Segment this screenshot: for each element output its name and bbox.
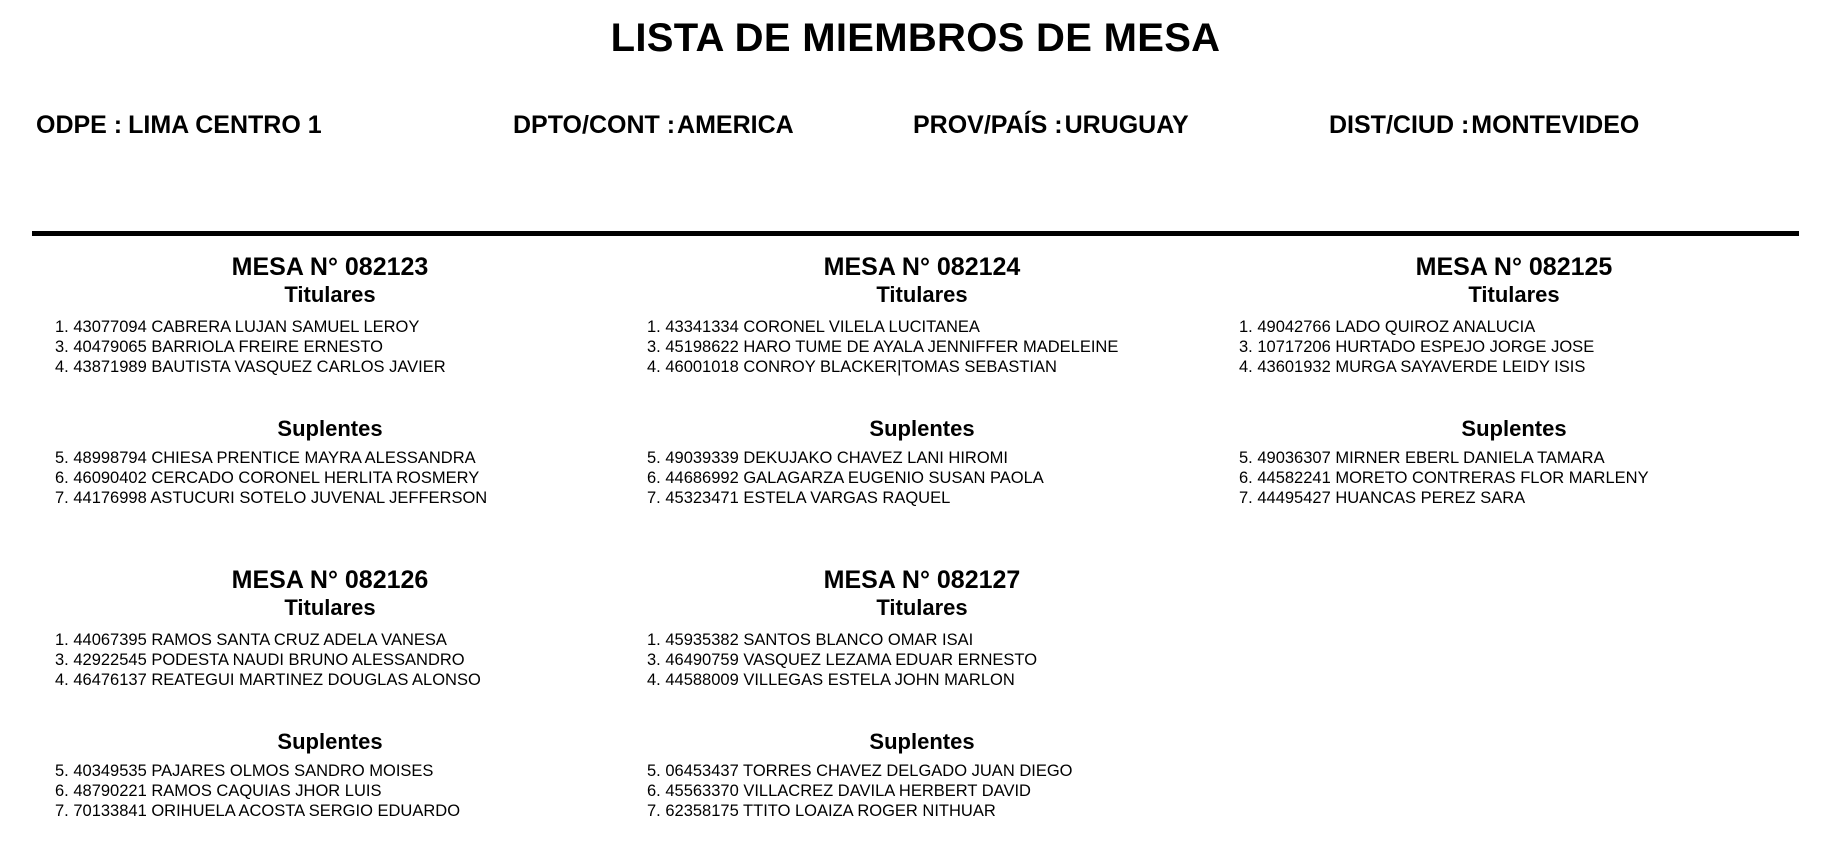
suplentes-list <box>647 448 1044 508</box>
dpto-value: AMERICA <box>677 111 794 139</box>
odpe-label: ODPE : <box>36 111 123 139</box>
horizontal-divider <box>32 231 1799 236</box>
dpto-label: DPTO/CONT : <box>513 111 676 139</box>
header-prov <box>913 110 1189 140</box>
list-item: 4. 46476137 REATEGUI MARTINEZ DOUGLAS ALONSO <box>55 671 481 689</box>
list-item: 5. 49036307 MIRNER EBERL DANIELA TAMARA <box>1239 449 1605 467</box>
titulares-list <box>647 317 1118 377</box>
titulares-list <box>55 630 481 690</box>
mesa-title: MESA N° 082123 <box>231 253 429 281</box>
suplentes-heading: Suplentes <box>277 416 383 441</box>
list-item: 6. 46090402 CERCADO CORONEL HERLITA ROSMERY <box>55 469 480 487</box>
titulares-heading: Titulares <box>876 282 968 307</box>
prov-value: URUGUAY <box>1064 111 1189 139</box>
titulares-heading: Titulares <box>284 595 376 620</box>
titulares-list <box>55 317 446 377</box>
list-item: 7. 62358175 TTITO LOAIZA ROGER NITHUAR <box>647 802 996 820</box>
suplentes-heading: Suplentes <box>869 416 975 441</box>
dist-value: MONTEVIDEO <box>1471 111 1640 139</box>
list-item: 3. 46490759 VASQUEZ LEZAMA EDUAR ERNESTO <box>647 651 1038 669</box>
list-item: 3. 45198622 HARO TUME DE AYALA JENNIFFER MADELEINE <box>647 338 1119 356</box>
odpe-value: LIMA CENTRO 1 <box>128 111 322 139</box>
suplentes-list <box>647 761 1073 821</box>
list-item: 5. 49039339 DEKUJAKO CHAVEZ LANI HIROMI <box>647 449 1008 467</box>
suplentes-list <box>55 761 460 821</box>
list-item: 1. 44067395 RAMOS SANTA CRUZ ADELA VANESA <box>55 631 447 649</box>
list-item: 6. 45563370 VILLACREZ DAVILA HERBERT DAVID <box>647 782 1031 800</box>
list-item: 3. 10717206 HURTADO ESPEJO JORGE JOSE <box>1239 338 1595 356</box>
list-item: 7. 70133841 ORIHUELA ACOSTA SERGIO EDUARDO <box>55 802 461 820</box>
list-item: 6. 44582241 MORETO CONTRERAS FLOR MARLENY <box>1239 469 1649 487</box>
header-dist <box>1329 110 1639 140</box>
list-item: 7. 44495427 HUANCAS PEREZ SARA <box>1239 489 1526 507</box>
suplentes-heading: Suplentes <box>277 729 383 754</box>
list-item: 4. 43601932 MURGA SAYAVERDE LEIDY ISIS <box>1239 358 1586 376</box>
suplentes-list <box>55 448 487 508</box>
mesa-title: MESA N° 082126 <box>231 566 429 594</box>
list-item: 4. 43871989 BAUTISTA VASQUEZ CARLOS JAVIER <box>55 358 446 376</box>
list-item: 1. 49042766 LADO QUIROZ ANALUCIA <box>1239 318 1536 336</box>
titulares-list <box>1239 317 1594 377</box>
list-item: 5. 40349535 PAJARES OLMOS SANDRO MOISES <box>55 762 434 780</box>
titulares-heading: Titulares <box>876 595 968 620</box>
list-item: 5. 48998794 CHIESA PRENTICE MAYRA ALESSANDRA <box>55 449 476 467</box>
document-title: LISTA DE MIEMBROS DE MESA <box>610 16 1221 60</box>
mesa-title: MESA N° 082125 <box>1415 253 1613 281</box>
titulares-list <box>647 630 1037 690</box>
titulares-heading: Titulares <box>1468 282 1560 307</box>
titulares-heading: Titulares <box>284 282 376 307</box>
list-item: 4. 46001018 CONROY BLACKER|TOMAS SEBASTIAN <box>647 358 1057 376</box>
list-item: 3. 42922545 PODESTA NAUDI BRUNO ALESSANDRO <box>55 651 465 669</box>
dist-label: DIST/CIUD : <box>1329 111 1470 139</box>
list-item: 7. 45323471 ESTELA VARGAS RAQUEL <box>647 489 951 507</box>
header-dpto <box>513 110 794 140</box>
list-item: 5. 06453437 TORRES CHAVEZ DELGADO JUAN DIEGO <box>647 762 1073 780</box>
list-item: 6. 44686992 GALAGARZA EUGENIO SUSAN PAOLA <box>647 469 1044 487</box>
header-odpe <box>36 110 322 140</box>
list-item: 3. 40479065 BARRIOLA FREIRE ERNESTO <box>55 338 384 356</box>
suplentes-heading: Suplentes <box>1461 416 1567 441</box>
list-item: 1. 45935382 SANTOS BLANCO OMAR ISAI <box>647 631 974 649</box>
suplentes-list <box>1239 448 1649 508</box>
list-item: 7. 44176998 ASTUCURI SOTELO JUVENAL JEFFERSON <box>55 489 488 507</box>
mesa-title: MESA N° 082127 <box>823 566 1021 594</box>
mesa-title: MESA N° 082124 <box>823 253 1021 281</box>
list-item: 4. 44588009 VILLEGAS ESTELA JOHN MARLON <box>647 671 1015 689</box>
prov-label: PROV/PAÍS : <box>913 111 1063 139</box>
suplentes-heading: Suplentes <box>869 729 975 754</box>
list-item: 6. 48790221 RAMOS CAQUIAS JHOR LUIS <box>55 782 382 800</box>
list-item: 1. 43341334 CORONEL VILELA LUCITANEA <box>647 318 980 336</box>
list-item: 1. 43077094 CABRERA LUJAN SAMUEL LEROY <box>55 318 420 336</box>
